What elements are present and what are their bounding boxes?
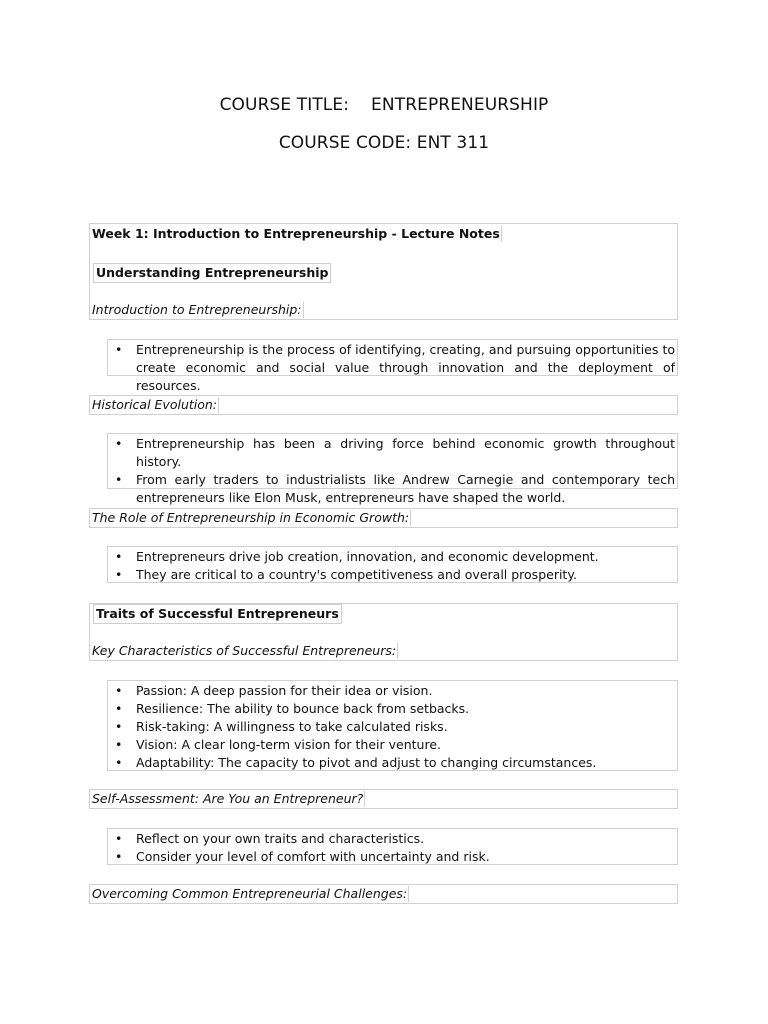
list-item: • From early traders to industrialists like Andrew Carnegie and contemporary tech entrepreneurs like Elon Musk, entrepreneurs have shaped the world. (115, 472, 675, 505)
bullet-icon: • (115, 472, 123, 487)
course-title: COURSE TITLE: ENTREPRENEURSHIP (219, 95, 549, 115)
list-item: • Adaptability: The capacity to pivot and adjust to changing circumstances. (115, 755, 597, 770)
section-heading-understanding: Understanding Entrepreneurship (93, 263, 331, 283)
list-item: • Entrepreneurs drive job creation, innovation, and economic development. (115, 549, 599, 564)
list-item: • Vision: A clear long-term vision for their venture. (115, 737, 441, 752)
challenges-label: Overcoming Common Entrepreneurial Challenges: (92, 886, 408, 901)
bullet-icon: • (115, 755, 123, 770)
bullet-icon: • (115, 549, 123, 564)
list-item: • Reflect on your own traits and characteristics. (115, 831, 425, 846)
traits-block (89, 603, 678, 661)
role-label: The Role of Entrepreneurship in Economic Growth: (92, 510, 410, 525)
self-assessment-label-block (89, 789, 678, 809)
bullet-icon: • (115, 683, 123, 698)
list-item: • Passion: A deep passion for their idea or vision. (115, 683, 433, 698)
intro-label: Introduction to Entrepreneurship: (92, 302, 302, 317)
history-label-block (89, 395, 678, 415)
bullet-icon: • (115, 701, 123, 716)
challenges-label-block (89, 884, 678, 904)
self-assessment-list (107, 828, 678, 865)
week-heading: Week 1: Introduction to Entrepreneurship - Lecture Notes (92, 226, 500, 241)
bullet-icon: • (115, 436, 123, 451)
bullet-icon: • (115, 567, 123, 582)
list-item: • They are critical to a country's competitiveness and overall prosperity. (115, 567, 577, 582)
role-bullet-list (107, 546, 678, 583)
bullet-icon: • (115, 831, 123, 846)
intro-bullet-list (107, 339, 678, 393)
key-characteristics-list (107, 680, 678, 771)
list-item: • Entrepreneurship has been a driving force behind economic growth throughout history. (115, 436, 675, 469)
bullet-icon: • (115, 342, 123, 357)
week-intro-block (89, 223, 678, 320)
list-item: • Risk-taking: A willingness to take calculated risks. (115, 719, 448, 734)
key-characteristics-label: Key Characteristics of Successful Entrepreneurs: (92, 643, 397, 658)
course-code: COURSE CODE: ENT 311 (278, 133, 490, 153)
history-label: Historical Evolution: (92, 397, 218, 412)
bullet-icon: • (115, 849, 123, 864)
history-bullet-list (107, 433, 678, 505)
self-assessment-label: Self-Assessment: Are You an Entrepreneur? (92, 791, 364, 806)
bullet-icon: • (115, 737, 123, 752)
section-heading-traits: Traits of Successful Entrepreneurs (93, 604, 342, 624)
list-item: • Consider your level of comfort with uncertainty and risk. (115, 849, 490, 864)
bullet-icon: • (115, 719, 123, 734)
role-label-block (89, 508, 678, 528)
list-item: • Resilience: The ability to bounce back from setbacks. (115, 701, 470, 716)
list-item: • Entrepreneurship is the process of identifying, creating, and pursuing opportunities to create economic and social value through innovation and the deployment of resources. (115, 342, 675, 393)
